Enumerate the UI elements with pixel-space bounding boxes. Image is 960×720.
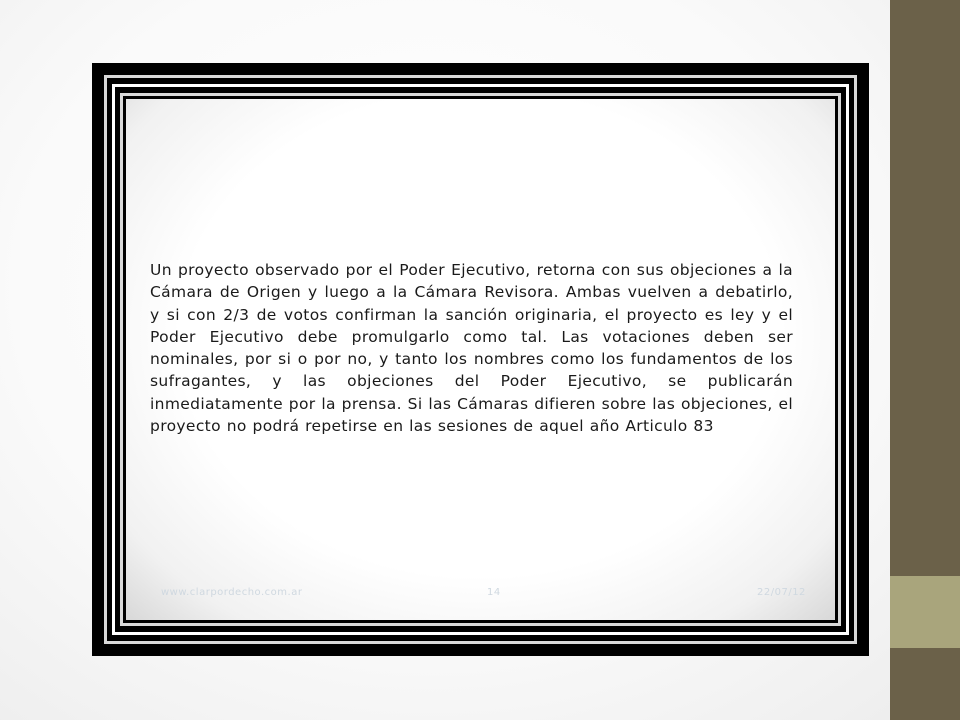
slide-body-text: Un proyecto observado por el Poder Ejecutivo, retorna con sus objeciones a la Cámara de Origen y luego a la Cámara Revisora. Ambas vuelven a debatirlo, y si con 2/3 de votos confirman la sanción originaria, el proyecto es ley y el Poder Ejecutivo debe promulgarlo como tal. Las votaciones deben ser nominales, por si o por no, y tanto los nombres como los fundamentos de los sufragantes, y las objeciones del Poder Ejecutivo, se publicarán inmediatamente por la prensa. Si las Cámaras difieren sobre las objeciones, el proyecto no podrá repetirse en las sesiones de aquel año Articulo 83	[150, 261, 793, 436]
footer-page-number: 14	[487, 587, 501, 598]
accent-bar-middle	[890, 576, 960, 648]
footer-website-link[interactable]: www.clarpordecho.com.ar	[161, 587, 303, 598]
accent-bar-top	[890, 0, 960, 576]
accent-bar-bottom	[890, 648, 960, 720]
footer-date: 22/07/12	[757, 587, 806, 598]
